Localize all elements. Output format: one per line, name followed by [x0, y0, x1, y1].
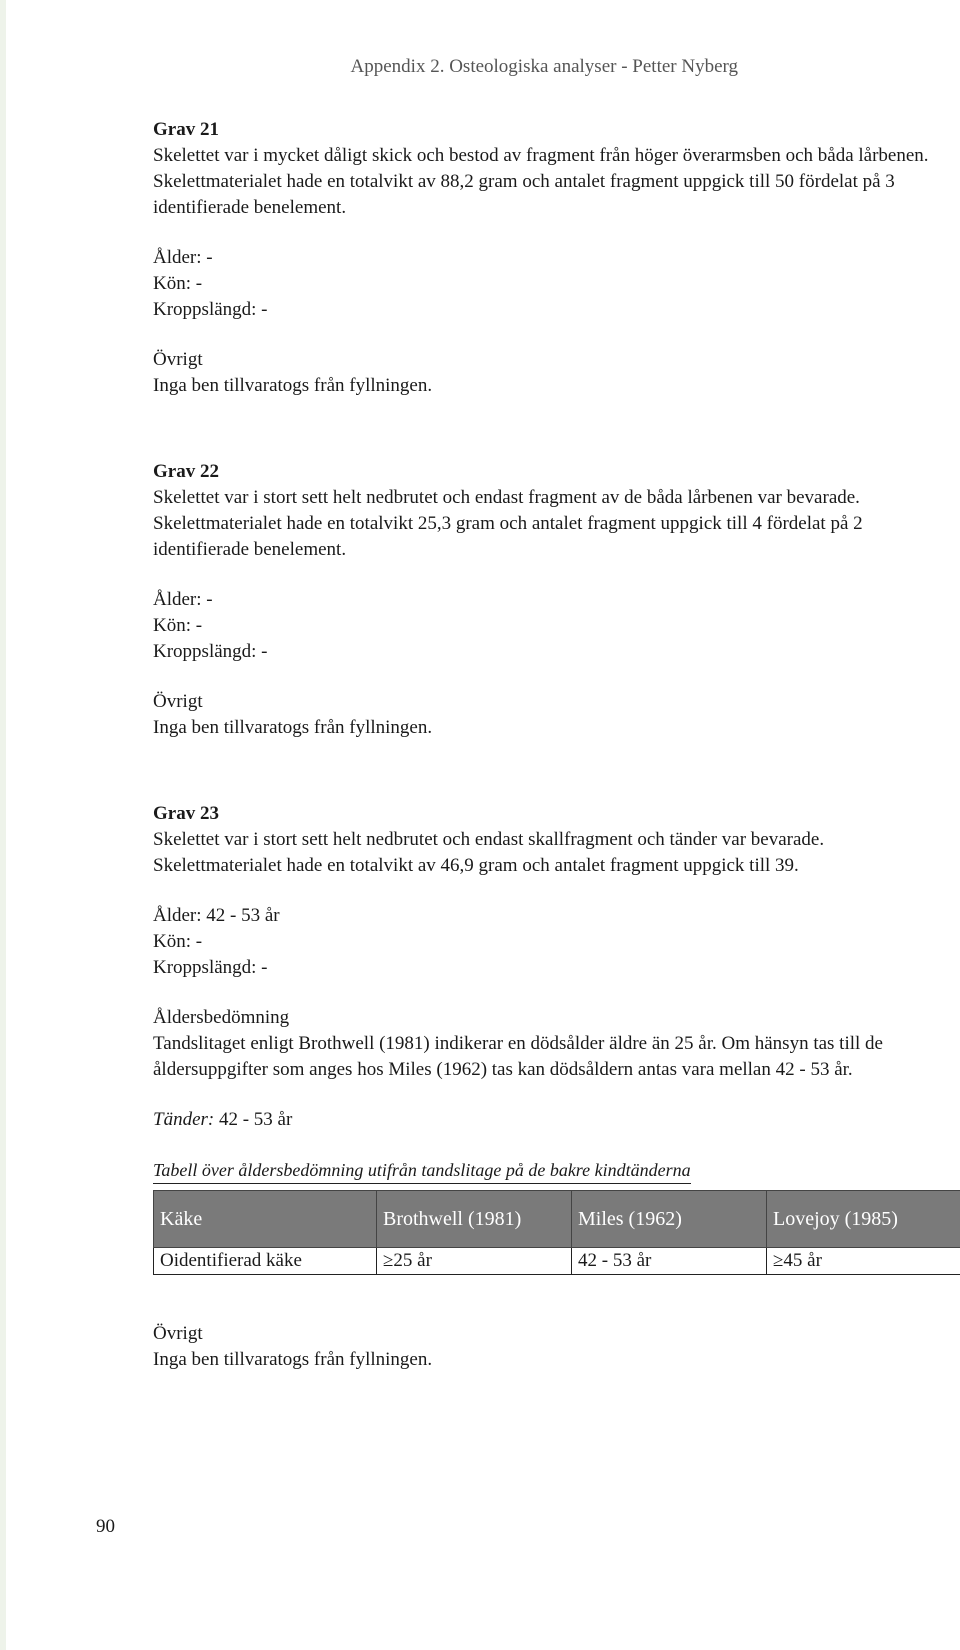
- grav23-ovrigt-heading: Övrigt: [153, 1323, 203, 1344]
- grav22-description: Skelettet var i stort sett helt nedbrutet och endast fragment av de båda lårbenen var bevarade. Skelettmaterialet hade en totalvikt 25,3 gram och antalet fragment uppgick till 4 fördelat på 2 identifierade benelement.: [153, 487, 863, 560]
- table-cell: ≥45 år: [767, 1248, 960, 1275]
- grav23-tander: [153, 1107, 930, 1133]
- grav21-section: [153, 117, 930, 399]
- grav21-ovrigt-text: Inga ben tillvaratogs från fyllningen.: [153, 375, 433, 396]
- table-cell: ≥25 år: [377, 1248, 572, 1275]
- running-header: Appendix 2. Osteologiska analyser - Petter Nyberg: [350, 56, 738, 77]
- age-estimation-table: [153, 1190, 960, 1275]
- grav23-section: [153, 801, 930, 1373]
- table-block: [153, 1157, 930, 1275]
- grav23-aldersbedomning-heading: Åldersbedömning: [153, 1007, 290, 1028]
- grav23-ovrigt-text: Inga ben tillvaratogs från fyllningen.: [153, 1349, 433, 1370]
- page-edge-strip: [0, 0, 6, 1650]
- grav21-alder: Ålder: -: [153, 247, 213, 268]
- table-row: [154, 1248, 960, 1275]
- grav21-kon: Kön: -: [153, 273, 203, 294]
- grav22-section: [153, 459, 930, 741]
- grav21-kroppslangd: Kroppslängd: -: [153, 299, 268, 320]
- grav22-kroppslangd: Kroppslängd: -: [153, 641, 268, 662]
- grav21-ovrigt-heading: Övrigt: [153, 349, 203, 370]
- table-caption: Tabell över åldersbedömning utifrån tandslitage på de bakre kindtänderna: [153, 1157, 691, 1184]
- page-number: 90: [96, 1516, 115, 1537]
- grav21-description: Skelettet var i mycket dåligt skick och bestod av fragment från höger överarmsben och båda lårbenen. Skelettmaterialet hade en totalvikt av 88,2 gram och antalet fragment uppgick till 50 fördelat på 3 identifierade benelement.: [153, 145, 929, 218]
- grav23-kon: Kön: -: [153, 931, 203, 952]
- grav22-ovrigt-text: Inga ben tillvaratogs från fyllningen.: [153, 717, 433, 738]
- grav22-ovrigt-heading: Övrigt: [153, 691, 203, 712]
- table-header-cell: Brothwell (1981): [377, 1191, 572, 1248]
- table-cell: 42 - 53 år: [572, 1248, 767, 1275]
- grav23-title: Grav 23: [153, 803, 219, 824]
- grav21-title: Grav 21: [153, 119, 219, 140]
- table-header-cell: Käke: [154, 1191, 377, 1248]
- grav22-title: Grav 22: [153, 461, 219, 482]
- table-header-cell: Lovejoy (1985): [767, 1191, 960, 1248]
- grav23-alder: Ålder: 42 - 53 år: [153, 905, 280, 926]
- grav22-alder: Ålder: -: [153, 589, 213, 610]
- tander-label: Tänder:: [153, 1109, 215, 1130]
- table-header-cell: Miles (1962): [572, 1191, 767, 1248]
- page-content: [153, 117, 930, 1373]
- grav23-kroppslangd: Kroppslängd: -: [153, 957, 268, 978]
- grav22-kon: Kön: -: [153, 615, 203, 636]
- tander-value: 42 - 53 år: [214, 1109, 293, 1130]
- grav23-description: Skelettet var i stort sett helt nedbrutet och endast skallfragment och tänder var bevarade. Skelettmaterialet hade en totalvikt av 46,9 gram och antalet fragment uppgick till 39.: [153, 829, 825, 876]
- table-header-row: [154, 1191, 960, 1248]
- grav23-aldersbedomning-text: Tandslitaget enligt Brothwell (1981) indikerar en dödsålder äldre än 25 år. Om hänsyn tas till de åldersuppgifter som anges hos Miles (1962) tas kan dödsåldern antas vara mellan 42 - 53 år.: [153, 1033, 883, 1080]
- table-cell: Oidentifierad käke: [154, 1248, 377, 1275]
